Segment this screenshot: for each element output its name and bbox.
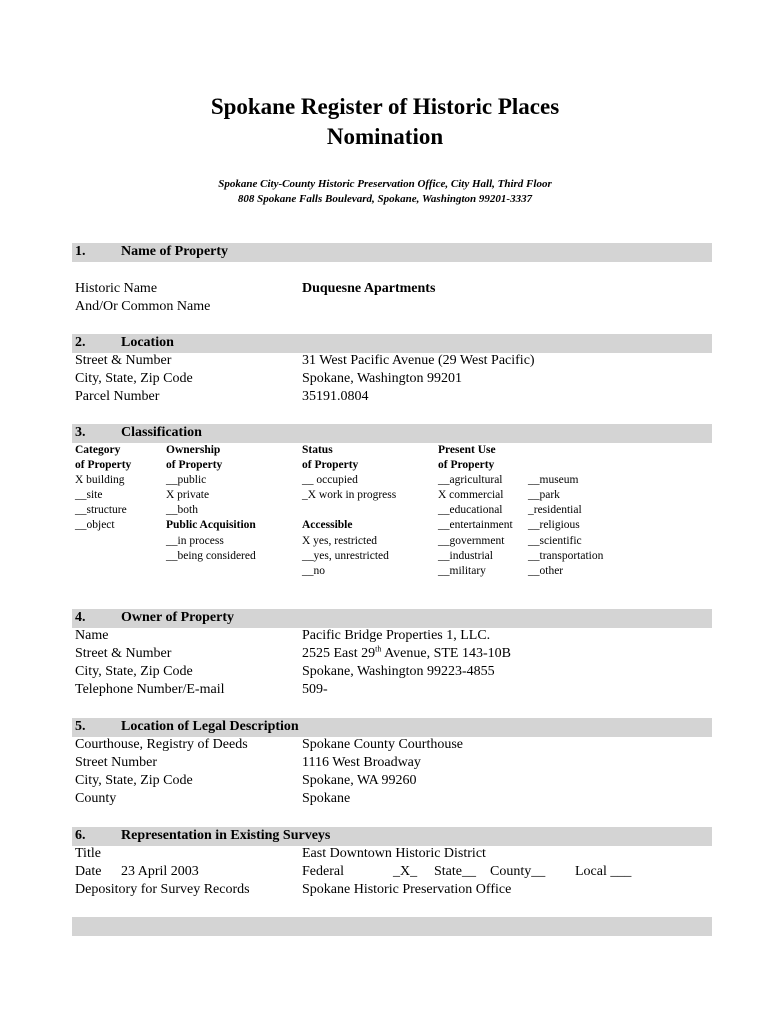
legal-city-label: City, State, Zip Code	[75, 773, 193, 788]
survey-date-value: 23 April 2003	[121, 864, 199, 879]
parcel-number-label: Parcel Number	[75, 389, 160, 404]
local-option: Local ___	[575, 864, 632, 879]
location-city-value: Spokane, Washington 99201	[302, 371, 462, 386]
county-option: County__	[490, 864, 546, 879]
present-use-item: __transportation	[528, 550, 604, 562]
present-use-item: __agricultural	[438, 474, 503, 486]
acquisition-item: __being considered	[166, 550, 256, 562]
ownership-item: __both	[166, 504, 198, 516]
ownership-item: __public	[166, 474, 207, 486]
form-title-line2: Nomination	[326, 124, 444, 149]
county-label: County	[75, 791, 117, 806]
federal-mark: _X_	[393, 864, 418, 879]
depository-value: Spokane Historic Preservation Office	[302, 882, 512, 897]
office-address-line1: Spokane City-County Historic Preservation Office, City Hall, Third Floor	[218, 178, 552, 190]
present-use-header-2: of Property	[438, 459, 495, 471]
section-6-number: 6.	[75, 828, 86, 843]
section-4-title: Owner of Property	[121, 610, 235, 625]
survey-date-label: Date	[75, 864, 102, 879]
category-header-1: Category	[75, 444, 121, 456]
legal-street-value: 1116 West Broadway	[302, 755, 421, 770]
accessible-header: Accessible	[302, 519, 353, 531]
present-use-item: __military	[438, 565, 486, 577]
ownership-item: X private	[166, 489, 210, 501]
present-use-item: __scientific	[528, 535, 582, 547]
public-acquisition-header: Public Acquisition	[166, 519, 256, 531]
section-4-number: 4.	[75, 610, 86, 625]
section-3-title: Classification	[121, 425, 202, 440]
present-use-item: __industrial	[438, 550, 493, 562]
location-street-value: 31 West Pacific Avenue (29 West Pacific)	[302, 353, 535, 368]
section-6-title: Representation in Existing Surveys	[121, 828, 331, 843]
section-2-number: 2.	[75, 335, 86, 350]
present-use-item: __religious	[528, 519, 580, 531]
legal-street-label: Street Number	[75, 755, 158, 770]
present-use-item: __educational	[438, 504, 503, 516]
section-2-title: Location	[121, 335, 174, 350]
courthouse-value: Spokane County Courthouse	[302, 737, 463, 752]
state-option: State__	[434, 864, 476, 879]
federal-label: Federal	[302, 864, 344, 879]
location-city-label: City, State, Zip Code	[75, 371, 193, 386]
status-item: __ occupied	[302, 474, 358, 486]
owner-city-label: City, State, Zip Code	[75, 664, 193, 679]
present-use-item: _residential	[528, 504, 582, 516]
county-value: Spokane	[302, 791, 351, 806]
owner-street-value: 2525 East 29th Avenue, STE 143-10B	[302, 644, 511, 661]
section-3-number: 3.	[75, 425, 86, 440]
present-use-item: __museum	[528, 474, 579, 486]
category-item: X building	[75, 474, 125, 486]
survey-title-label: Title	[75, 846, 101, 861]
owner-name-value: Pacific Bridge Properties 1, LLC.	[302, 628, 491, 643]
present-use-item: __park	[528, 489, 560, 501]
owner-phone-value: 509-	[302, 682, 328, 697]
parcel-number-value: 35191.0804	[302, 389, 369, 404]
ownership-header-2: of Property	[166, 459, 223, 471]
legal-city-value: Spokane, WA 99260	[302, 773, 417, 788]
status-header-1: Status	[302, 444, 333, 456]
historic-name-value: Duquesne Apartments	[302, 281, 436, 296]
section-7-header-bar	[72, 917, 712, 936]
accessible-item: __yes, unrestricted	[302, 550, 389, 562]
category-item: __object	[75, 519, 115, 531]
accessible-item: __no	[302, 565, 325, 577]
form-title-line1: Spokane Register of Historic Places	[210, 94, 560, 119]
office-address-line2: 808 Spokane Falls Boulevard, Spokane, Washington 99201-3337	[237, 193, 533, 205]
owner-city-value: Spokane, Washington 99223-4855	[302, 664, 495, 679]
present-use-item: __other	[528, 565, 564, 577]
section-1-number: 1.	[75, 244, 86, 259]
location-street-label: Street & Number	[75, 353, 172, 368]
courthouse-label: Courthouse, Registry of Deeds	[75, 737, 248, 752]
section-5-title: Location of Legal Description	[121, 719, 299, 734]
present-use-item: __government	[438, 535, 505, 547]
survey-title-value: East Downtown Historic District	[302, 846, 486, 861]
present-use-header-1: Present Use	[438, 444, 496, 456]
category-header-2: of Property	[75, 459, 132, 471]
status-item: _X work in progress	[302, 489, 397, 501]
section-5-number: 5.	[75, 719, 86, 734]
historic-name-label: Historic Name	[75, 281, 158, 296]
category-item: __structure	[75, 504, 127, 516]
category-item: __site	[75, 489, 103, 501]
status-header-2: of Property	[302, 459, 359, 471]
present-use-item: __entertainment	[438, 519, 513, 531]
ownership-header-1: Ownership	[166, 444, 221, 456]
owner-street-label: Street & Number	[75, 646, 172, 661]
common-name-label: And/Or Common Name	[75, 299, 211, 314]
accessible-item: X yes, restricted	[302, 535, 378, 547]
owner-phone-label: Telephone Number/E-mail	[75, 682, 225, 697]
present-use-item: X commercial	[438, 489, 504, 501]
owner-name-label: Name	[75, 628, 109, 643]
section-1-title: Name of Property	[121, 244, 229, 259]
depository-label: Depository for Survey Records	[75, 882, 250, 897]
acquisition-item: __in process	[166, 535, 224, 547]
